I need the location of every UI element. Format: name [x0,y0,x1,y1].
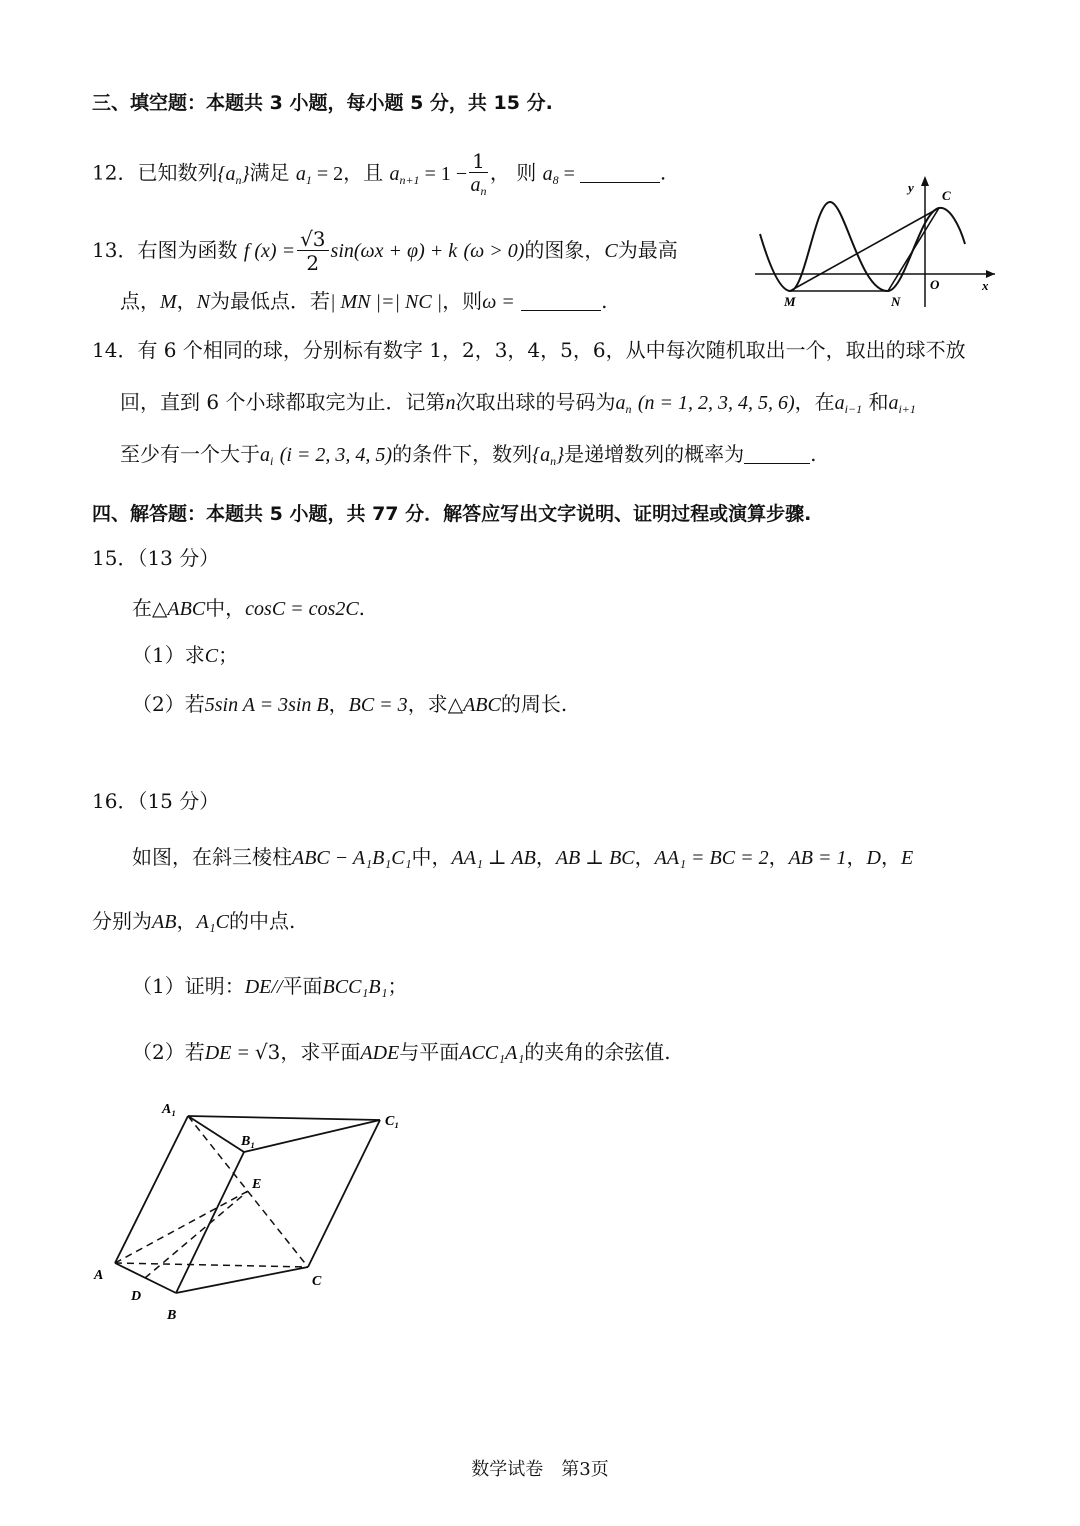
q14-an-sub: n [625,402,632,416]
q14-l2a: 回，直到 6 个小球都取完为止．记第 [120,390,446,414]
q16-sep2: ， [634,845,655,869]
q12-cond: a [295,162,306,185]
q14-l2b: 次取出球的号码为 [455,390,616,414]
q15-intro-a: 在 [132,596,152,620]
q16-p1-b: 平面 [282,974,323,998]
section4-heading: 四、解答题：本题共 5 小题，共 77 分．解答应写出文字说明、证明过程或演算步骤. [92,503,812,525]
q15-p2-eq1: 5sin A = 3sin B [204,694,329,716]
q14-ai-sub: i [270,454,274,468]
question-14-line3 [120,442,816,468]
q16-sep5: ， [880,845,901,869]
q12-fraction [469,150,488,198]
q13-l2a: 点， [120,289,160,313]
q16-p1-a: （1）证明： [132,974,245,998]
q16-c3: AA₁ = BC = 2 [654,847,769,869]
q16-c2: AB ⊥ BC [555,847,635,869]
prism-label-b1: B₁ [241,1134,256,1149]
q13-l2d: ，则 [442,289,483,313]
q16-sep4: ， [846,845,867,869]
q13-text3: 为最高 [617,238,678,262]
q13-cond: (ω > 0) [463,240,525,262]
q16-p1-c: ； [387,974,408,998]
q16-part2 [132,1040,671,1065]
q15-part2 [132,692,567,717]
question-13-line1 [92,228,678,275]
q15-p1-a: （1）求 [132,643,205,667]
edge-ae-dashed [115,1191,248,1263]
prism-label-c: C [312,1274,322,1289]
graph-label-x: x [982,278,989,293]
q16-line1 [132,845,913,870]
q16-a1c: A₁C [196,911,229,933]
q14-ai2: a [888,392,899,414]
q12-seq: {a [217,162,236,185]
q16-p2-p2: ACC₁A₁ [459,1042,525,1064]
edge-a1b1 [188,1116,244,1152]
segment-mc [790,208,939,291]
q12-answer-blank[interactable] [580,164,660,183]
graph-label-c: C [942,188,951,203]
q12-seq-sub: n [235,172,242,187]
q13-omega: ω = [482,291,515,313]
section3-heading: 三、填空题：本题共 3 小题，每小题 5 分，共 15 分. [92,92,553,114]
q12-text2: 满足 [249,160,290,185]
prism-label-e: E [252,1177,262,1192]
q12-number: 12． [92,160,138,185]
graph-label-y: y [908,180,914,195]
prism-figure [88,1095,418,1330]
q15-equation: cosC = cos2C [245,598,359,620]
q16-part1 [132,974,408,999]
q13-frac-den: 2 [306,251,320,275]
sine-graph [750,172,1000,312]
q14-an: a [615,392,626,414]
q16-sep6: ， [176,909,197,933]
q15-part1 [132,643,238,668]
q13-func: f (x) = [243,240,296,262]
question-12 [92,150,666,198]
edge-cc1 [308,1120,380,1267]
graph-label-m: M [784,294,796,309]
q15-intro [132,596,365,621]
q14-n: n [445,392,456,414]
q14-seq-close: } [556,444,565,466]
q16-ab: AB [152,911,177,933]
q12-ask-eq: = [558,162,580,185]
q14-ai1: a [834,392,845,414]
q15-intro-c: . [358,596,366,620]
q16-c4: AB = 1 [788,847,847,869]
q14-ai: a [260,444,270,466]
q16-l2-b: 的中点. [228,909,296,933]
q16-c1: AA₁ ⊥ AB [451,847,536,869]
q14-answer-blank[interactable] [744,445,810,464]
q16-prism: ABC − A₁B₁C₁ [292,847,412,869]
q14-l3c: 是递增数列的概率为 [564,442,745,466]
q12-text3: ，且 [343,160,384,185]
q16-l2-a: 分别为 [92,909,152,933]
q14-l2d: 和 [868,390,889,414]
q14-end: . [810,442,817,466]
q12-cond-rest: = 2 [311,162,344,185]
q16-e: E [900,847,914,869]
q13-c: C [604,240,618,262]
q16-line2 [92,909,295,934]
q12-frac-den-sub: n [480,184,487,198]
q14-ai2-sub: i+1 [898,402,916,416]
question-13-line2 [120,289,608,314]
q13-number: 13． [92,238,138,262]
prism-label-d: D [131,1289,142,1304]
q15-intro-b: 中， [205,596,246,620]
q12-end: . [659,160,667,185]
x-axis-arrow [986,270,995,278]
edge-aa1 [115,1116,188,1263]
q15-p2-a: （2）若 [132,692,205,716]
q13-frac-num [297,228,328,251]
q13-l2b: ， [176,289,197,313]
q14-number: 14． [92,338,138,362]
q12-frac-num: 1 [469,150,488,173]
page-footer: 数学试卷 第3页 [471,1459,609,1480]
edge-ac-dashed [115,1263,308,1267]
q16-sep3: ， [768,845,789,869]
q16-l1-b: 中， [411,845,452,869]
q15-p2-d: 的周长. [500,692,568,716]
q16-p2-p1: ADE [360,1042,400,1064]
q13-n: N [196,291,211,313]
q12-rec-lhs: a [389,162,400,185]
q16-l1-a: 如图，在斜三棱柱 [132,845,292,869]
q15-p2-tri: △ABC [447,694,501,716]
q16-p2-sqrt: √3 [254,1040,281,1064]
edge-b1c1 [244,1120,380,1152]
q13-end: . [601,289,608,313]
q16-p2-a: （2）若 [132,1040,205,1064]
question-14-line2 [120,390,916,416]
q16-p2-d: 的夹角的余弦值. [524,1040,671,1064]
q14-ai1-sub: i−1 [844,402,863,416]
q16-p2-c: 与平面 [399,1040,460,1064]
q14-l3a: 至少有一个大于 [120,442,260,466]
q16-d: D [866,847,881,869]
q15-triangle: △ABC [152,598,206,620]
y-axis-arrow [921,176,929,186]
q14-line1: 有 6 个相同的球，分别标有数字 1，2，3，4，5，6，从中每次随机取出一个，取出的球不放 [137,338,966,362]
q12-frac-den: a [470,174,481,196]
q14-seq: {a [532,444,551,466]
q16-p2-m: DE = [204,1042,255,1064]
q16-p1-m: DE// [244,976,283,998]
prism-label-c1: C₁ [385,1114,400,1129]
q14-l3b: 的条件下，数列 [392,442,533,466]
q15-p1-b: ； [218,643,239,667]
prism-label-a: A [94,1268,104,1283]
q14-l2c: ，在 [794,390,835,414]
q15-p1-c: C [204,645,219,667]
q13-sqrt3: √3 [300,227,326,251]
graph-label-n: N [891,294,901,309]
q13-fraction [297,228,328,275]
q13-expr: sin(ωx + φ) + k [330,240,458,262]
graph-label-o: O [930,277,940,292]
q12-rec-mid: = 1 − [419,162,468,185]
q14-irange: (i = 2, 3, 4, 5) [279,444,393,466]
q15-p2-c: ，求 [407,692,448,716]
q16-p2-b: ，求平面 [280,1040,361,1064]
q15-p2-eq2: BC = 3 [348,694,408,716]
q13-answer-blank[interactable] [521,292,601,311]
q16-sep1: ， [535,845,556,869]
q12-ask-sub: 8 [552,172,559,187]
edge-bc [176,1267,308,1293]
q13-abs: | MN |=| NC | [330,291,443,313]
q15-heading: 15．（13 分） [92,546,220,570]
q16-p1-plane: BCC₁B₁ [322,976,388,998]
q13-l2c: 为最低点．若 [210,289,331,313]
q12-text: 已知数列 [137,160,218,185]
q12-rec-sub: n+1 [399,172,420,187]
q16-heading: 16．（15 分） [92,789,220,813]
q12-ask: a [542,162,553,185]
question-14-line1 [92,338,966,362]
q12-text4: ， 则 [489,160,537,185]
q13-text2: 的图象， [524,238,605,262]
q12-cond-sub: 1 [305,172,312,187]
prism-label-a1: A₁ [162,1102,177,1117]
prism-label-b: B [167,1308,177,1323]
q12-seq-close: } [241,162,250,185]
q13-text1: 右图为函数 [137,238,238,262]
edge-de-dashed [145,1191,248,1278]
q14-range: (n = 1, 2, 3, 4, 5, 6) [637,392,795,414]
q14-seq-sub: n [550,454,557,468]
edge-a1c1 [188,1116,380,1120]
q15-p2-b: ， [328,692,349,716]
q13-m: M [160,291,177,313]
